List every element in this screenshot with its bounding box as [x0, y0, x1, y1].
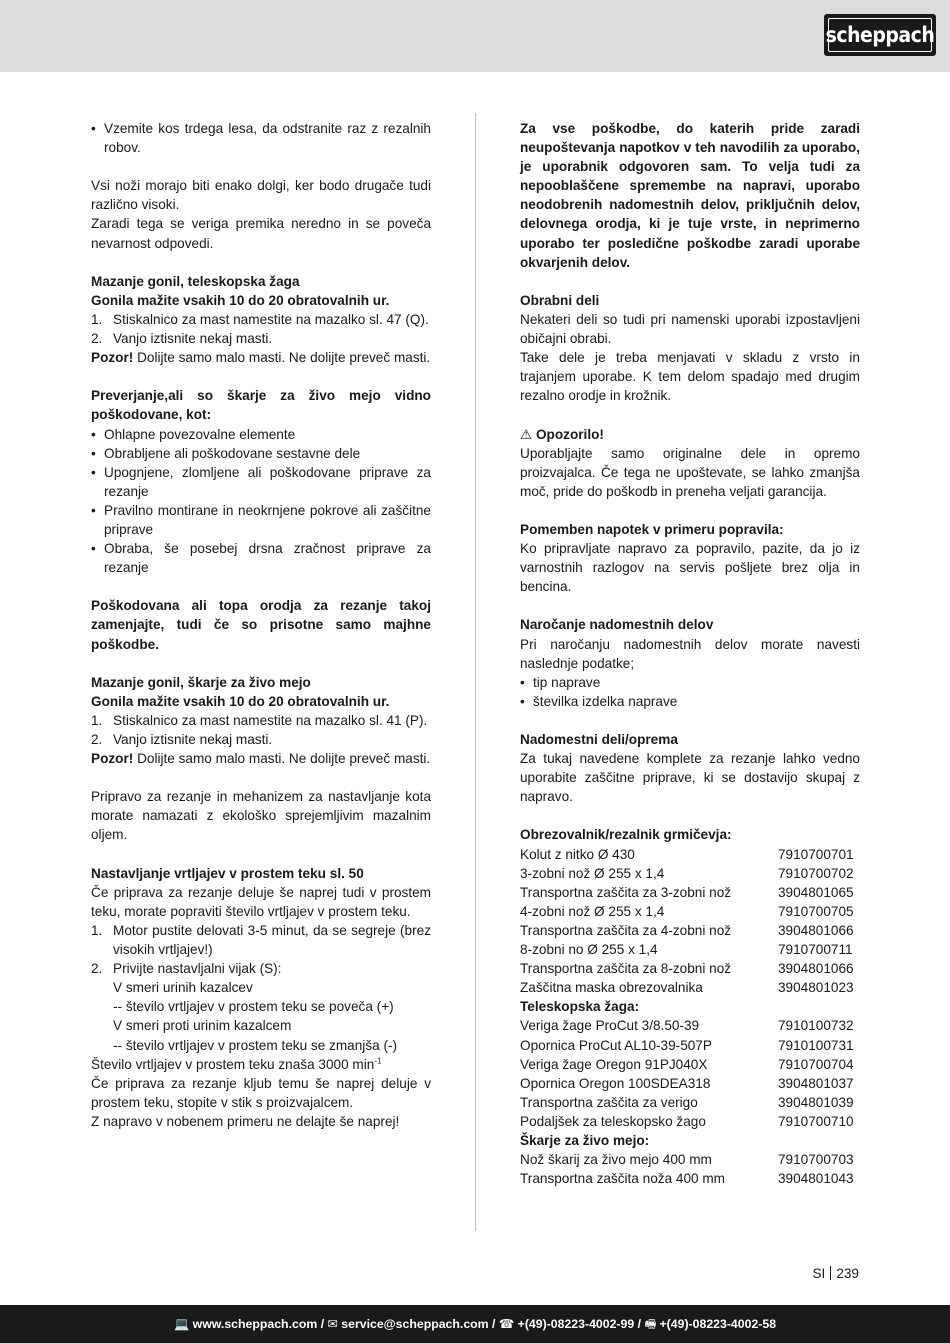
table-row	[520, 978, 860, 997]
idle-contact: Če priprava za rezanje kljub temu še naprej deluje v prostem teku, stopite v stik s proizvajalcem.	[91, 1075, 431, 1110]
table-row	[520, 959, 860, 978]
heading-wear-parts: Obrabni deli	[520, 292, 600, 308]
list-item: • Obrabljene ali poškodovane sestavne dele	[91, 444, 431, 463]
column-divider	[475, 113, 476, 1231]
part-name: Kolut z nitko Ø 430	[520, 846, 635, 862]
step-2: 2. Vanjo iztisnite nekaj masti.	[91, 331, 273, 347]
part-number: 3904801066	[778, 922, 854, 938]
part-number: 7910100732	[778, 1018, 854, 1034]
subheading-lubrication-hedge: Gonila mažite vsakih 10 do 20 obratovalnih ur.	[91, 693, 390, 709]
table-row	[520, 864, 860, 883]
list-item: • Ohlapne povezovalne elemente	[91, 425, 431, 444]
liability-paragraph: Za vse poškodbe, do katerih pride zaradi neupoštevanja napotkov v teh navodilih za uporabo, je uporabnik odgovoren sam. To velja tudi za nepooblaščene spremembe na napravi, uporabo neodobrenih nadomestnih delov, priključnih delov, delovnega orodja, ki je tuje vrste, in neprimerno uporabo ter posledične poškodbe zaradi uporabe okvarjenih delov.	[520, 121, 860, 270]
step-1: 1. Motor pustite delovati 3-5 minut, da se segreje (brez visokih vrtljajev!)	[91, 922, 431, 958]
right-column	[520, 119, 860, 1188]
table-row	[520, 1016, 860, 1035]
part-name: Transportna zaščita za 3-zobni nož	[520, 884, 732, 900]
table-row	[520, 1093, 860, 1112]
idle-never: Z napravo v nobenem primeru ne delajte še naprej!	[91, 1113, 400, 1129]
idle-paragraph: Če priprava za rezanje deluje še naprej tudi v prostem teku, morate popraviti število vrtljajev v prostem teku.	[91, 884, 431, 919]
page-number	[812, 1264, 859, 1283]
table-row	[520, 1169, 860, 1188]
parts-table	[520, 825, 860, 1188]
scheppach-logo	[824, 14, 936, 56]
table-row	[520, 845, 860, 864]
gear-paragraph: Pripravo za rezanje in mehanizem za nastavljanje kota morate namazati z ekološko sprejemljivim mazalnim oljem.	[91, 789, 431, 843]
part-name: 4-zobni nož Ø 255 x 1,4	[520, 903, 665, 919]
list-item: • Pravilno montirane in neokrnjene pokrove ali zaščitne priprave	[91, 501, 431, 539]
part-number: 7910700703	[778, 1152, 854, 1168]
list-item: • tip naprave	[520, 673, 860, 692]
part-number: 3904801066	[778, 961, 854, 977]
step-2: 2. Vanjo iztisnite nekaj masti.	[91, 732, 273, 747]
list-item: • številka izdelka naprave	[520, 692, 860, 711]
idle-counterclockwise: V smeri proti urinim kazalcem	[113, 1018, 292, 1034]
idle-clockwise: V smeri urinih kazalcev	[113, 980, 253, 996]
table-row	[520, 1055, 860, 1074]
knives-paragraph-1: Vsi noži morajo biti enako dolgi, ker bodo drugače tudi različno visoki.	[91, 178, 431, 213]
language-code: SI	[812, 1266, 826, 1281]
part-name: Opornica Oregon 100SDEA318	[520, 1075, 711, 1091]
part-number: 3904801023	[778, 980, 854, 996]
warning-triangle-icon: ⚠	[520, 426, 533, 442]
computer-icon: 💻	[173, 1317, 190, 1331]
idle-rpm: Število vrtljajev v prostem teku znaša 3000 $\min^{-1}$	[91, 1056, 382, 1072]
part-number: 3904801065	[778, 884, 854, 900]
part-number: 3904801037	[778, 1075, 854, 1091]
step-1: 1. Stiskalnico za mast namestite na mazalko sl. 41 (P).	[91, 712, 428, 728]
heading-lubrication-telescopic: Mazanje gonil, teleskopska žaga	[91, 273, 300, 289]
part-name: 8-zobni no Ø 255 x 1,4	[520, 942, 658, 958]
part-number: 7910700711	[778, 942, 853, 958]
part-name: Nož škarij za živo mejo 400 mm	[520, 1152, 712, 1168]
table-row	[520, 921, 860, 940]
fax-icon: 🖷	[644, 1317, 657, 1331]
warning-paragraph: Uporabljajte samo originalne dele in opremo proizvajalca. Če tega ne upoštevate, se lahko zmanjša moč, pride do poškodb in preneha veljati garancija.	[520, 445, 860, 499]
part-number: 7910700701	[778, 846, 854, 862]
table-row	[520, 1112, 860, 1131]
part-number: 7910700710	[778, 1113, 854, 1129]
logo-text: scheppach	[825, 23, 935, 47]
phone-icon: ☎	[498, 1317, 515, 1331]
heading-check: Preverjanje,ali so škarje za živo mejo vidno poškodovane, kot:	[91, 388, 431, 423]
table-row	[520, 1074, 860, 1093]
left-column	[91, 119, 431, 1131]
part-name: Veriga žage Oregon 91PJ040X	[520, 1056, 708, 1072]
repair-paragraph: Ko pripravljate napravo za popravilo, pazite, da jo iz varnostnih razlogov na servis pošljete brez olja in bencina.	[520, 541, 860, 595]
step-1: 1. Stiskalnico za mast namestite na mazalko sl. 47 (Q).	[91, 311, 429, 327]
idle-clockwise-result: -- število vrtljajev v prostem teku se poveča (+)	[113, 999, 394, 1015]
parts-group-title: Škarje za živo mejo:	[520, 1132, 650, 1148]
parts-group-title: Obrezovalnik/rezalnik grmičevja:	[520, 827, 732, 843]
table-row	[520, 1036, 860, 1055]
part-number: 7910700702	[778, 865, 854, 881]
header-bar	[0, 0, 950, 72]
part-name: 3-zobni nož Ø 255 x 1,4	[520, 865, 665, 881]
part-name: Transportna zaščita noža 400 mm	[520, 1171, 726, 1187]
footer-email[interactable]: service@scheppach.com	[341, 1317, 489, 1331]
footer-fax: +(49)-08223-4002-58	[659, 1317, 777, 1331]
table-row	[520, 883, 860, 902]
replace-paragraph: Poškodovana ali topa orodja za rezanje takoj zamenjajte, tudi če so prisotne samo majhne poškodbe.	[91, 598, 431, 652]
ordering-paragraph: Pri naročanju nadomestnih delov morate navesti naslednje podatke;	[520, 636, 860, 671]
footer-phone[interactable]: +(49)-08223-4002-99	[517, 1317, 635, 1331]
list-item: • Upognjene, zlomljene ali poškodovane priprave za rezanje	[91, 463, 431, 501]
footer-bar: 💻 www.scheppach.com / ✉ service@scheppach.com / ☎ +(49)-08223-4002-99 / 🖷 +(49)-08223-4002-58	[0, 1305, 950, 1343]
heading-ordering: Naročanje nadomestnih delov	[520, 617, 714, 633]
part-number: 3904801039	[778, 1094, 854, 1110]
page-number-value: 239	[836, 1266, 859, 1281]
knives-paragraph-2: Zaradi tega se veriga premika neredno in se poveča nevarnost odpovedi.	[91, 216, 431, 251]
mail-icon: ✉	[327, 1317, 338, 1331]
table-row	[520, 902, 860, 921]
spare-parts-paragraph: Za tukaj navedene komplete za rezanje lahko vedno uporabite zaščitne priprave, ki se dostavijo skupaj z napravo.	[520, 751, 860, 805]
part-name: Transportna zaščita za verigo	[520, 1094, 698, 1110]
step-2: 2. Privijte nastavljalni vijak (S):	[91, 961, 282, 977]
heading-repair: Pomemben napotek v primeru popravila:	[520, 521, 784, 537]
subheading-lubrication-telescopic: Gonila mažite vsakih 10 do 20 obratovalnih ur.	[91, 292, 390, 308]
part-name: Transportna zaščita za 4-zobni nož	[520, 922, 732, 938]
part-name: Transportna zaščita za 8-zobni nož	[520, 961, 732, 977]
heading-warning: ⚠ Opozorilo!	[520, 426, 604, 442]
part-name: Podaljšek za teleskopsko žago	[520, 1113, 706, 1129]
footer-website[interactable]: www.scheppach.com	[192, 1317, 318, 1331]
warning-note-1: Pozor! Dolijte samo malo masti. Ne dolijte preveč masti.	[91, 350, 431, 366]
part-number: 7910700704	[778, 1056, 854, 1072]
part-name: Opornica ProCut AL10-39-507P	[520, 1037, 712, 1053]
table-row	[520, 1150, 860, 1169]
list-item: • Obraba, še posebej drsna zračnost priprave za rezanje	[91, 539, 431, 577]
part-number: 7910100731	[778, 1037, 854, 1053]
idle-counterclockwise-result: -- število vrtljajev v prostem teku se zmanjša (-)	[113, 1037, 398, 1053]
part-name: Zaščitna maska obrezovalnika	[520, 980, 703, 996]
heading-idle-speed: Nastavljanje vrtljajev v prostem teku sl. 50	[91, 865, 364, 881]
bullet-wood: • Vzemite kos trdega lesa, da odstranite raz z rezalnih robov.	[91, 119, 431, 157]
heading-lubrication-hedge: Mazanje gonil, škarje za živo mejo	[91, 674, 311, 690]
parts-group-title: Teleskopska žaga:	[520, 999, 640, 1015]
warning-note-2: Pozor! Dolijte samo malo masti. Ne dolijte preveč masti.	[91, 751, 431, 767]
table-row	[520, 940, 860, 959]
part-number: 3904801043	[778, 1171, 854, 1187]
part-name: Veriga žage ProCut 3/8.50-39	[520, 1018, 700, 1034]
heading-spare-parts: Nadomestni deli/oprema	[520, 732, 678, 747]
wear-paragraph-2: Take dele je treba menjavati v skladu z vrsto in trajanjem uporabe. K tem delom spadajo med drugim rezalno orodje in krožnik.	[520, 350, 860, 404]
wear-paragraph-1: Nekateri deli so tudi pri namenski uporabi izpostavljeni običajni obrabi.	[520, 311, 860, 347]
part-number: 7910700705	[778, 903, 854, 919]
